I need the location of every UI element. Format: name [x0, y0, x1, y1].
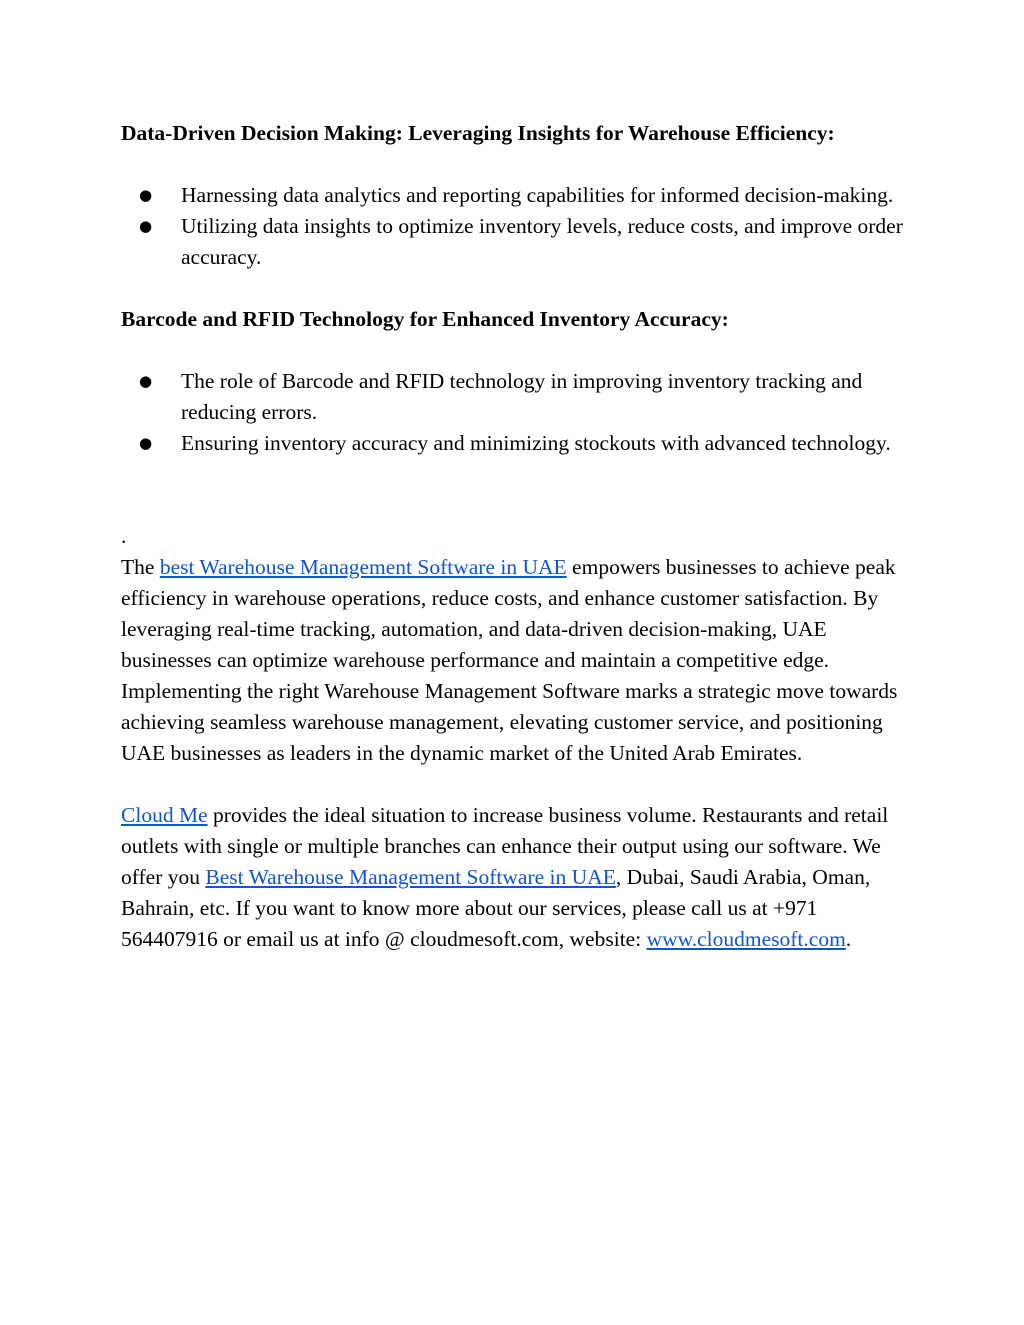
best-wms-uae-link-2[interactable]: Best Warehouse Management Software in UAE	[205, 865, 616, 889]
section-heading-barcode-rfid: Barcode and RFID Technology for Enhanced Inventory Accuracy:	[121, 307, 729, 331]
bullet-icon: ●	[139, 372, 153, 390]
bullet-icon: ●	[139, 434, 153, 452]
cloud-me-link[interactable]: Cloud Me	[121, 803, 208, 827]
list-item	[121, 180, 911, 211]
list-item	[121, 366, 911, 428]
list-item-text: Utilizing data insights to optimize inventory levels, reduce costs, and improve order accuracy.	[181, 214, 903, 269]
list-item-text: Harnessing data analytics and reporting capabilities for informed decision-making.	[181, 183, 894, 207]
bullet-list-data-driven	[121, 180, 911, 273]
paragraph-text: , Dubai, Saudi Arabia, Oman, Bahrain, etc. If you want to know more about our services, please call us at +971 564407916 or email us at info @ cloudmesoft.com, website:	[121, 865, 871, 951]
paragraph-text: empowers businesses to achieve peak efficiency in warehouse operations, reduce costs, and enhance customer satisfaction. By leveraging real-time tracking, automation, and data-driven decision-making, UAE businesses can optimize warehouse performance and maintain a competitive edge. Implementing the right Warehouse Management Software marks a strategic move towards achieving seamless warehouse management, elevating customer service, and positioning UAE businesses as leaders in the dynamic market of the United Arab Emirates.	[121, 555, 898, 765]
bullet-icon: ●	[139, 217, 153, 235]
best-wms-uae-link[interactable]: best Warehouse Management Software in UAE	[159, 555, 567, 579]
paragraph-text: .	[845, 927, 852, 951]
paragraph-text: provides the ideal situation to increase business volume. Restaurants and retail outlets with single or multiple branches can enhance their output using our software. We offer you	[121, 803, 889, 889]
list-item	[121, 211, 911, 273]
list-item-text: The role of Barcode and RFID technology in improving inventory tracking and reducing errors.	[181, 369, 863, 424]
list-item-text: Ensuring inventory accuracy and minimizing stockouts with advanced technology.	[181, 431, 891, 455]
spacer	[121, 490, 911, 521]
separator-dot: .	[121, 524, 127, 548]
bullet-list-barcode-rfid	[121, 366, 911, 459]
website-link[interactable]: www.cloudmesoft.com	[646, 927, 846, 951]
section-heading-data-driven: Data-Driven Decision Making: Leveraging Insights for Warehouse Efficiency:	[121, 121, 835, 145]
bullet-icon: ●	[139, 186, 153, 204]
list-item	[121, 428, 911, 459]
spacer	[121, 769, 911, 800]
conclusion-paragraph	[121, 552, 911, 769]
paragraph-text: The	[121, 555, 160, 579]
contact-paragraph	[121, 800, 911, 955]
document-page	[121, 118, 911, 955]
